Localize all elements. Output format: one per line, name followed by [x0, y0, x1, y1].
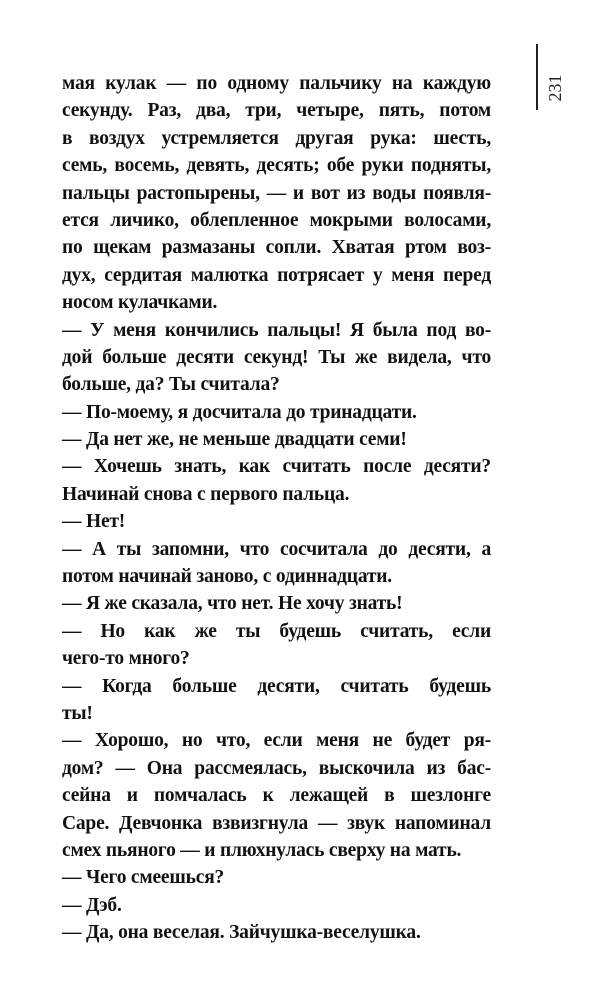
text-line: — А ты запомни, что сосчитала до десяти, а	[62, 538, 491, 560]
text-line: ется личико, облепленное мокрыми волосами,	[62, 209, 491, 231]
text-line: Начинай снова с первого пальца.	[62, 483, 350, 505]
text-line: пальцы растопырены, — и вот из воды появля-	[62, 182, 491, 204]
text-line: чего-то много?	[62, 648, 190, 670]
text-line: мая кулак — по одному пальчику на каждую	[62, 73, 491, 94]
text-line: — Я же сказала, что нет. Не хочу знать!	[62, 593, 403, 615]
text-line: — Нет!	[62, 511, 126, 533]
text-line: — Да нет же, не меньше двадцати семи!	[62, 429, 407, 451]
text-line: семь, восемь, девять, десять; обе руки подняты,	[62, 155, 491, 177]
text-line: по щекам размазаны сопли. Хватая ртом воз-	[62, 237, 491, 259]
page-number-rule	[536, 44, 538, 110]
text-line: дой больше десяти секунд! Ты же видела, что	[62, 346, 491, 368]
text-line: сейна и помчалась к лежащей в шезлонге	[62, 785, 491, 807]
text-line: — Дэб.	[62, 894, 122, 916]
text-line: смех пьяного — и плюхнулась сверху на мать.	[62, 839, 462, 861]
text-line: секунду. Раз, два, три, четыре, пять, потом	[62, 100, 491, 122]
text-line: дом? — Она рассмеялась, выскочила из бас-	[62, 757, 491, 779]
text-line: — У меня кончились пальцы! Я была под во-	[62, 319, 491, 341]
text-line: дух, сердитая малютка потрясает у меня перед	[62, 264, 491, 286]
text-line: — По-моему, я досчитала до тринадцати.	[62, 401, 417, 423]
text-line: ты!	[62, 702, 93, 724]
text-line: — Но как же ты будешь считать, если	[62, 620, 491, 642]
text-line: носом кулачками.	[62, 292, 218, 314]
page-number: 231	[545, 74, 565, 102]
page-body-text	[62, 70, 491, 947]
text-line: Саре. Девчонка взвизгнула — звук напоминал	[62, 812, 491, 834]
text-line: — Хочешь знать, как считать после десяти?	[62, 456, 491, 478]
text-line: в воздух устремляется другая рука: шесть,	[62, 127, 491, 149]
text-line: — Да, она веселая. Зайчушка-веселушка.	[62, 922, 421, 944]
text-line: потом начинай заново, с одиннадцати.	[62, 566, 392, 588]
text-line: — Когда больше десяти, считать будешь	[62, 675, 491, 697]
text-line: — Чего смеешься?	[62, 867, 225, 889]
text-line: больше, да? Ты считала?	[62, 374, 280, 396]
text-line: — Хорошо, но что, если меня не будет ря-	[62, 730, 491, 752]
